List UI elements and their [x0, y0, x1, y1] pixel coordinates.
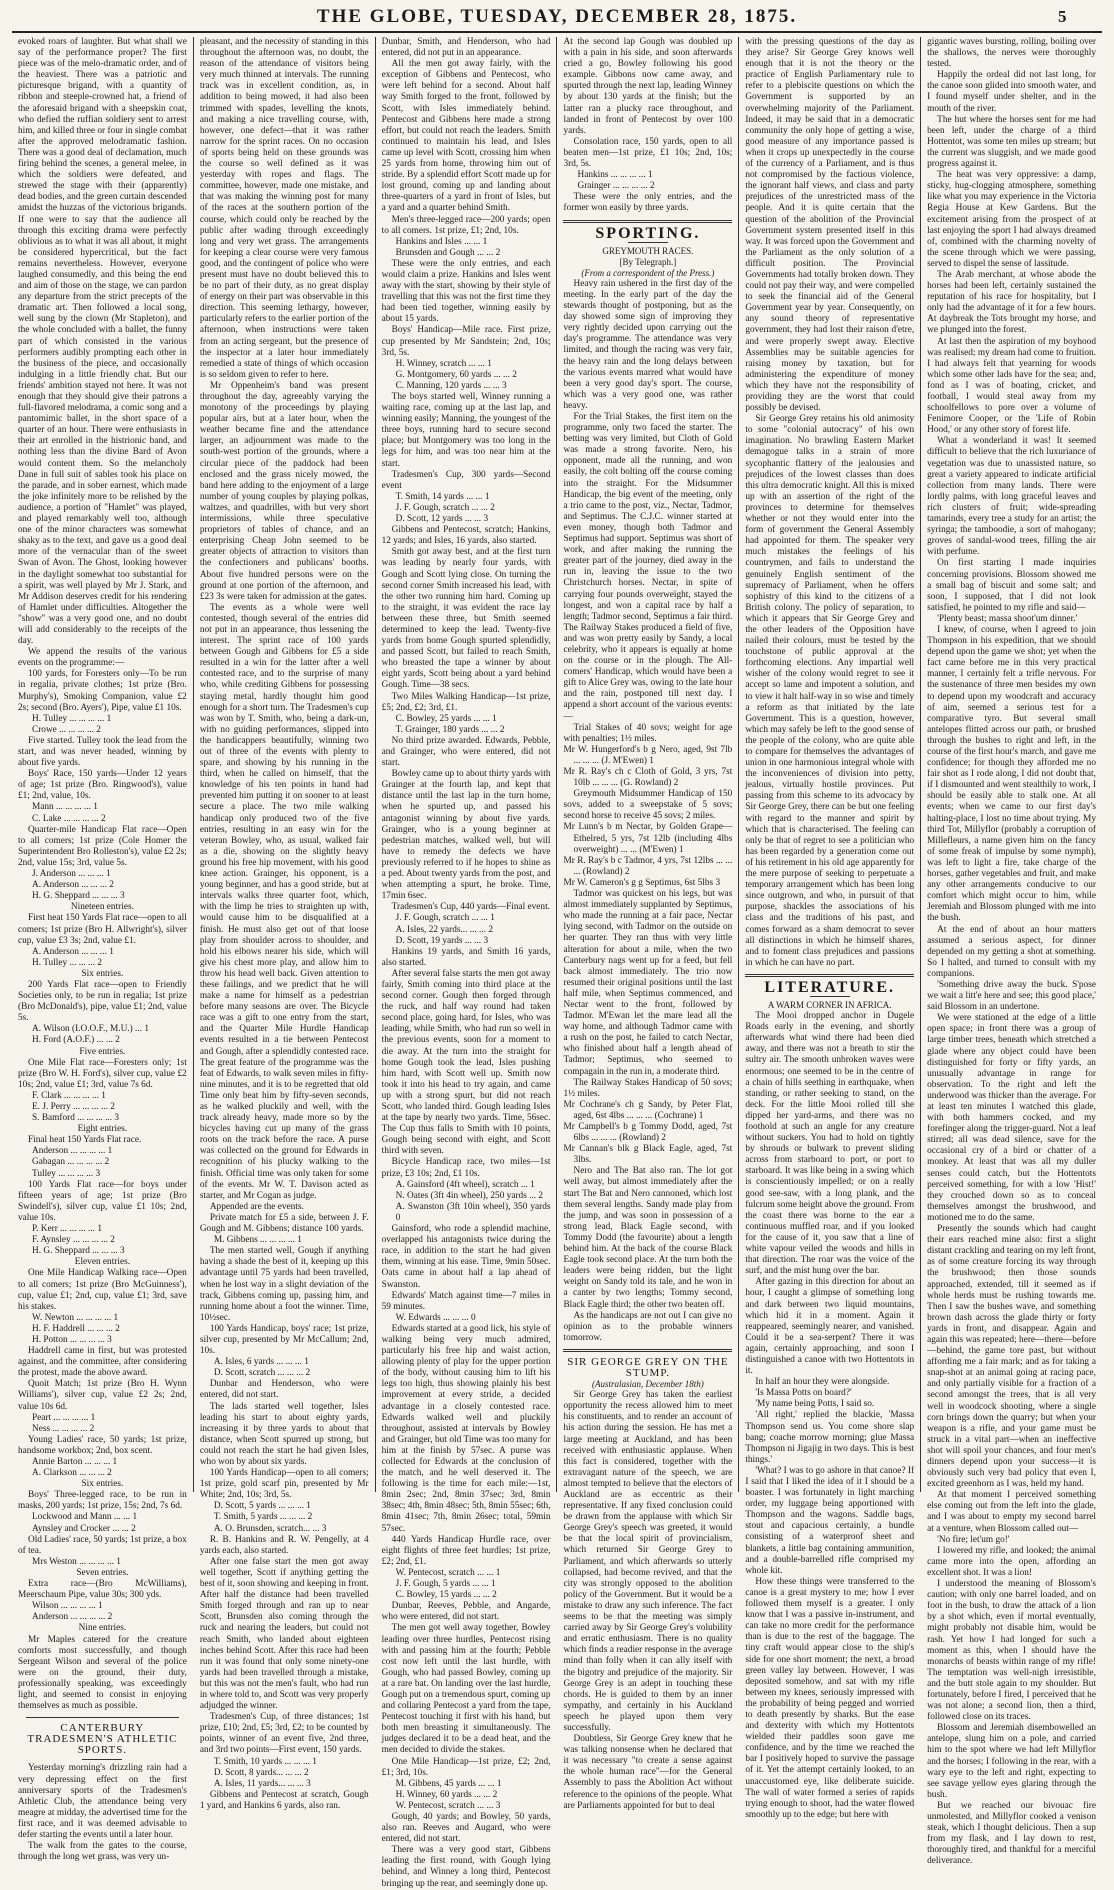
paragraph: 100 Yards Handicap, boys' race; 1st prize, silver cup, presented by Mr McCallum; 2nd, 10s.	[199, 1323, 369, 1357]
section-heading-literature: LITERATURE.	[764, 978, 896, 996]
result-line: H. Tulley ... ... ... ... 1	[32, 713, 112, 724]
result-line: Tulley ... ... ... ... 3	[32, 1168, 101, 1179]
result-line: Lockwood and Mann ... ... 1	[32, 1512, 138, 1523]
paragraph: First heat 150 Yards Flat race—open to all comers; 1st prize (Bro H. Allwright's), silver cup, value £3 3s; 2nd, value £1.	[18, 913, 187, 946]
paragraph: All the men got away fairly, with the exception of Gibbens and Pentecost, who were left behind for a second. About half way Smith forged to the front, followed by Scott, with Isles immediately behind. Pentecost and Gibbens here made a strong effort, but could not reach the leaders. Smith continued to maintain his lead, and Isles came up level with Scott, crossing him when 25 yards from home, throwing him out of stride. By a splendid effort Scott made up for lost ground, coming up and landing about three-quarters of a yard in front of Isles, but a yard and a quarter behind Smith.	[381, 59, 551, 214]
paragraph: Gough, 40 yards; and Bowley, 50 yards, also ran. Reeves and Augard, who were entered, did not start.	[381, 1812, 551, 1845]
result-line: T. Smith, 14 yards ... ... 1	[395, 491, 490, 502]
paragraph: At that moment I perceived something else coming out from the left into the glade, and I was about to empty my second barrel at a venture, when Blossom called out—	[927, 1490, 1096, 1534]
result-line: C. Bowley, 15 yards ... ... 2	[395, 1590, 497, 1601]
result-line: Mrs Weston ... ... ... ... 1	[32, 1556, 121, 1567]
heading-divider	[810, 996, 850, 997]
paragraph: Bowley came up to about thirty yards with Grainger at the fourth lap, and kept that distance until the last lap in the turn home, when he spurted up, and passed his antagonist winning by about five yards. Grainger, who is a young beginner at pedestrian matches, walked well, but will have to remedy the defects we have previously referred to if he hopes to shine as a ped. About twenty yards from the post, and when attempting a spurt, he broke. Time, 17min 6sec.	[381, 769, 551, 902]
result-line: J. F. Gough, scratch ... ... 1	[395, 913, 495, 924]
paragraph: Tadmor was quickest on his legs, but was almost immediately supplanted by Septimus, who made the running at a fair pace, Nectar lying second, with Tadmor on the outside on her quarter. They ran thus with very little alteration for about a mile, when the two Canterbury nags went up for a feed, but fell back almost immediately. The trio now resumed their original positions until the last half mile, when Septimus commenced, and Nectar went to the front, followed by Tadmor. M'Ewan let the mare lead all the way home, and although Tadmor came with a rush on the post, he failed to catch Nectar, who finished about half a length ahead of Tadmor; Septimus, who seemed to compagain in the run in, a moderate third.	[563, 889, 733, 1077]
paragraph: The walk from the gates to the course, through the long wet grass, was very un-	[18, 1841, 187, 1863]
paragraph: evoked roars of laughter. But what shall we say of the performance proper? The first piece was of the melo-dramatic order, and of the heaviest. There was a patriotic and picturesque brigand, with a quantity of ribbon and steeple-crowned hat, a friend of the aforesaid brigand with a sheepskin coat, who defied the ruffian soldiery sent to arrest him, and killed three or four in single combat after the approved melodramatic fashion. There was a good deal of declamation, much firing behind the scenes, a general melee, in which the soldiers were defeated, and strewed the stage with their (apparently) dead bodies, and the green curtain descended amidst the huzzas of the victorious brigands. If one were to say that the audience all through this exciting drama were perfectly oblivious as to what it was all about, it might be considered hypercritical, but the fact remains nevertheless. However, everyone laughed consumedly, and this being the end and aim of those on the stage, we can pardon any departure from the strict precepts of the dramatic art. Then followed a local song, well sung by the clown (Mr Stapleton), and the whole concluded with a ballet, the funny part of which consisted in the various performers audibly prompting each other in the business of the piece, and occasionally indulging in a little friendly chat. But our friends' ambition stayed not here. It was not enough that they should give their patrons a full-flavored melodrama, a comic song and a pantomimic ballet, in the short space of a quarter of an hour. There were enthusiasts in their art enrolled in the histrionic band, and nothing less than the divine Bard of Avon would content them. So the melancholy Dane in full suit of sables took his place on the parade, and in sober earnest, which made the joke infinitely more to be relished by the audience, a portion of "Hamlet" was played, and played remarkably well too, although one of the minor characters was somewhat shaky as to the text, and gave us a good deal more of the vernacular than of the sweet Swan of Avon. The Ghost, looking however in the daylight somewhat too substantial for a spirit, was well played by Mr J. Stark, and Mr Addison deserves credit for his rendering of Hamlet under difficulties. Altogether the "show" was a very good one, and no doubt will add considerably to the receipts of the day.	[18, 37, 187, 647]
paragraph: Gibbens and Pentecost, scratch; Hankins, 12 yards; and Isles, 16 yards, also started.	[381, 525, 551, 547]
race-entry: Mr Campbell's b g Tommy Dodd, aged, 7st 6lbs ... ... ... (Rowland) 2	[563, 1122, 733, 1144]
paragraph: 200 Yards Flat race—open to Friendly Societies only, to be run in regalia; 1st prize (Bro McDonald's), pipe, value £1; 2nd, value 5s.	[18, 979, 187, 1024]
paragraph: One Mile Handicap—1st prize, £2; 2nd, £1; 3rd, 10s.	[381, 1756, 551, 1778]
paragraph: I knew, of course, when I agreed to join Thompson in his expedition, that we should depend upon the game we shot; yet when the fact came before me in this very practical manner, I certainly felt a trifle nervous. For the sustenance of three men besides my own to depend upon my woodcraft and accuracy of aim, seemed a serious test for a comparative tyro. But several small antelopes flitted across our path, or brushed through the bushes to right and left, in the course of the first hour's march, and gave me confidence; for though they afforded me no fair shot as I rode along, I did not doubt that, if I dismounted and went stealthily to work, I should be easily able to stalk one. At all events; when we came to our first day's halting-place, I lost no time about trying. My third Tot, Millyflor (probably a corruption of Millefleurs, a name given him on the fancy of some freak of impulse by some nymph), was left to light a fire, take charge of the horses, gather vegetables and fruit, and make any other arrangements conducive to our comfort which might occur to him, while Jeremiah and Blossom plunged with me into the bush.	[927, 624, 1096, 924]
result-line: D. Scott, 5 yards ... ... ... 1	[213, 1501, 311, 1512]
result-line: J. Anderson ... ... ... 1	[32, 869, 111, 880]
paragraph: Presently the sounds which had caught their ears reached mine also: first a slight distant crackling and tearing on my left front, as of some creature forcing its way through the brushwood; then those sounds approached, extended, till it seemed as if whole herds must be rushing towards me. Then I saw the bushes wave, and something brown dash across the glade thirty or forty yards in front, and disappear. Again and again this was repeated; here—there—before—behind, the game tore past, but without affording me a fair mark; and as for taking a snap-shot at an animal going at racing pace, and only partially visible for a fraction of a second amongst the trees, that is all very well in woodcock shooting, where a single corn brings down the quarry; but when your weapon is a rifle, and your game must be struck in a vital part—when an ineffective shot will spoil your chances, and four men's dinners depend upon your success—it is obviously such very bad policy that even I, excited greenhorn as I was, held my hand.	[927, 1224, 1096, 1490]
result-line: T. Smith, 10 yards ... ... ... 1	[213, 1756, 317, 1767]
paragraph: 'Something drive away the buck. S'pose we wait a litt'e here and see; this good place,' said Blossom in an undertone.	[927, 979, 1096, 1013]
paragraph: 'No fire; let'um go!'	[937, 1534, 1010, 1545]
result-line: Annie Barton ... ... ... 1	[32, 1457, 118, 1467]
result-line: Hankins ... ... ... ... 1	[577, 170, 653, 181]
result-line: N. Oates (3ft 4in wheel), 250 yards ... 2	[395, 1190, 544, 1201]
paragraph: Blossom and Jeremiah disembowelled an antelope, slung him on a pole, and carried him to the spot where we had left Millyflor and the horses; I following in the rear, with a wary eye to the left and right, expecting to see savage yellow eyes glaring through the bush.	[927, 1723, 1096, 1800]
paragraph: The Railway Stakes Handicap of 50 sovs; 1½ miles.	[563, 1077, 733, 1099]
paragraph: After gazing in this direction for about an hour, I caught a glimpse of something long and dark between two liquid mountains, which hid it in a moment. Again it reappeared, seemingly nearer, and vanished. Could it be a sea-serpent? There it was again, certainly approaching, and soon I distinguished a canoe with two Hottentots in it.	[745, 1277, 915, 1377]
result-line: A. Anderson ... ... ... 1	[32, 946, 114, 957]
result-line: Peart ... ... ... ... 1	[32, 1412, 96, 1423]
result-line: Gabagan ... ... ... ... 2	[32, 1157, 110, 1168]
paragraph: Gibbens and Pentecost at scratch, Gough 1 yard, and Hankins 6 yards, also ran.	[199, 1789, 369, 1811]
paragraph: No third prize awarded. Edwards, Pebble, and Grainger, who were entered, did not start.	[381, 735, 551, 769]
entries-count: Six entries.	[81, 968, 124, 979]
result-line: Grainger ... ... ... ... 2	[577, 181, 655, 192]
paragraph: I understood the meaning of Blossom's caution; with only one barrel loaded, and on foot in the bush, to draw the attack of a lion by a shot which, even if mortal eventually, might probably not disable him, would be rash. Yet how I had longed for such a moment as this, when I should have the monarchs of beasts within range of my rifle! The temptation was well-nigh irresistible, and the butt stole again to my shoulder. But fortunately, before I fired, I perceived that he was not alone; a second lion, then a third, followed close on its traces.	[927, 1579, 1096, 1723]
result-line: T. Smith, 5 yards ... ... ... 2	[213, 1512, 313, 1523]
paragraph: We append the results of the various events on the programme:—	[18, 647, 187, 669]
paragraph: with the pressing questions of the day as they arise? Sir George Grey knows well enough that it is not the theory or the practice of English Parliamentary rule to refer to a plebiscite questions on which the Government is supported by an overwhelming majority of the Parliament. Indeed, it may be said that in a democratic community the only hope of getting a wise, good measure of any importance passed is when it crops up unexpectedly in the course of the currency of a Parliament, and is thus not compromised by the factious violence, the ignorant half views, and class and party prejudices of the unrestricted mass of the people. And it is quite certain that the question of the abolition of the Provincial Government system presented itself in this way. It was forced upon the Government and the Parliament as the only solution of a difficult position. The Provincial Governments had totally broken down. They could not pay their way, and were compelled to seek the financial aid of the General Government year by year. Consequently, on any sound theory of representative government, they had lost their raison d'etre, and were properly swept away. Elective Assemblies may be suitable agencies for raising money by taxation, but for administering the expenditure of money which they have not the responsibility of providing they are the worst that could possibly be devised.	[745, 37, 915, 414]
entries-count: Seven entries.	[76, 1567, 129, 1578]
page-number: 5	[1058, 7, 1067, 26]
byline: (From a correspondent of the Press.)	[581, 267, 715, 278]
paragraph: 'Is Massa Potts on board?'	[755, 1388, 852, 1399]
paragraph: At last then the aspiration of my boyhood was realised; my dream had come to fruition. I had always felt that yearning for woods which some other lads have for the sea; and, fond as I was of boating, cricket, and football, I would steal away from my schoolfellows to pore over a volume of Fenimore Cooper, or the 'Life of Robin Hood,' or any other story of forest life.	[927, 336, 1096, 436]
result-line: J. F. Gough, 5 yards ... ... 1	[395, 1579, 496, 1590]
paragraph: Two Miles Walking Handicap—1st prize, £5; 2nd, £2; 3rd, £1.	[381, 691, 551, 713]
result-line: D. Scott, 12 yards ... ... 3	[395, 514, 489, 525]
paragraph: Sir George Grey retains his old animosity to some "colonial autocracy" of his own imagination. No brawling Eastern Market demagogue talks in a strain of more sycophantic flattery of the jealousies and prejudices of the lowest classes than does this ultra democratic knight. All this is mixed up with an assertion of the right of the provinces to determine for themselves whether or not they would enter into the form of government the General Assembly had appointed for them. The speaker very much mistakes the feelings of his countrymen, and fails to understand the genuinely English sentiment of the supremacy of Parliament, when he offers sophistry of this kind to the citizens of a British colony. The policy of separation, to which it appears that Sir George Grey and the other leaders of the Opposition have nailed their colours, must be tested by the touchstone of public approval at the forthcoming elections. Any impartial well wisher of the colony would regret to see it accept so lame and impotent a solution, and to view it halt half-way in so wise and timely a reform as that initiated by the late Government. This is a question, however, which may safely be left to the good sense of the people of the colony, who are quite able to compare for themselves the advantages of union in one harmonious integral whole with the inconveniences of division into petty, jealous, virtually hostile provinces. Put passing from this scheme to its advocacy by Sir George Grey, there can be but one feeling with regard to the manner and spirit by which that is characterised. The feeling can only be that of regret to see a politician who has been regarded by a generation come out of his retirement in his old age apparently for the mere purpose of seeking to perpetuate a temporary arrangement which has been long since outgrown, and who, in pursuit of that purpose, shackles the associations of his class and the traditions of his past, and comes forward as a sham democrat to sever all distinctions in which he himself shares, and to foment class prejudices and passions in which he can have no part.	[745, 414, 915, 968]
paragraph: At the second lap Gough was doubled up with a pain in his side, and soon afterwards cried a go, Bowley following his good example. Gibbons now came away, and spurted through the next lap, leading Winney by about 130 yards at the finish; but the latter ran a plucky race throughout, and landed in front of Pentecost by over 100 yards.	[563, 37, 733, 136]
result-line: Mann ... ... ... ... 1	[32, 802, 98, 813]
paragraph: Doubtless, Sir George Grey knew that he was talking nonsense when he declared that it was necessary "to create a sense against the whole human race"—for the General Assembly to pass the Abolition Act without reference to the opinions of the people. What are Parliaments appointed for but to deal	[563, 1734, 733, 1811]
paragraph: Yesterday morning's drizzling rain had a very depressing effect on the first anniversary sports of the Tradesmen's Athletic Club, the attendance being very meagre at midday, the advertised time for the first race, and it was deemed advisable to defer starting the events until a later hour.	[18, 1763, 187, 1840]
paragraph: Hankins 19 yards, and Smith 16 yards, also started.	[381, 946, 551, 968]
column-5	[738, 37, 920, 1820]
result-line: H. G. Sheppard ... ... ... 3	[32, 1246, 125, 1257]
section-divider	[745, 974, 914, 977]
result-line: H. Winney, 60 yards ... ... 2	[395, 1789, 498, 1800]
result-line: W. Edwards ... ... ... 0	[395, 1312, 476, 1323]
race-entry: Mr W. Hungerford's b g Nero, aged, 9st 7lb ... ... ... (J. M'Ewen) 1	[563, 744, 733, 766]
paragraph: Appended are the events.	[209, 1201, 304, 1212]
masthead	[12, 6, 1102, 33]
result-line: G. Montgomery, 60 yards ... ... 2	[395, 369, 517, 380]
paragraph: The boys started well, Winney running a waiting race, coming up at the last lap, and winning easily; Manning, the youngest of the three boys, running hard to secure second place; but Montgomery was too long in the legs for him, and was too near him at the start.	[381, 392, 551, 469]
paragraph: In half an hour they were alongside.	[755, 1377, 890, 1388]
heading-divider	[628, 242, 668, 243]
paragraph: Mr Maples catered for the creature comforts most successfully, and though Sergeant Wilson and several of the police were on the ground, their duty, professionally speaking, was exceedingly light, and seemed to consist in enjoying themselves as much as possible.	[18, 1634, 187, 1712]
paragraph: At the end of about an hour matters assumed a serious aspect, for dinner depended on my getting a shot at something. So I halted, and turned to consult with my companions.	[927, 924, 1096, 979]
paragraph: Quarter-mile Handicap Flat race—Open to all comers; 1st prize (Cole Homer the Superintendent Bro Rolleston's), value £2 2s; 2nd, value 15s; 3rd, value 5s.	[18, 824, 187, 868]
paragraph: Boys' Three-legged race, to be run in masks, 200 yards; 1st prize, 15s; 2nd, 7s 6d.	[18, 1490, 187, 1512]
race-entry: Mr Cannan's blk g Black Eagle, aged, 7st 3lbs.	[563, 1144, 733, 1166]
paragraph: The heat was very oppressive: a damp, sticky, hug-clogging atmosphere, something like what you may experience in the Victoria Regia House at Kew Gardens. But the excitement arising from the prospect of at last enjoying the sport I had always dreamed of, combined with the charming novelty of the scene through which we were passing, served to dispel the sense of lassitude.	[927, 170, 1096, 269]
result-line: M. Gibbens, 45 yards ... ... 1	[395, 1778, 502, 1789]
paragraph: But we reached our bivouac fire unmolested, and Millyflor cooked a venison steak, which I thought delicious. Then a sup from my flask, and I lay down to rest, thoroughly tired, and thankful for a merciful deliverance.	[927, 1800, 1096, 1867]
paragraph: Nero and The Bat also ran. The lot got well away, but almost immediately after the start The Bat and Nero cannoned, which lost them several lengths. Sandy made play from the jump, and was soon in possession of a strong lead, Black Eagle second, with Tommy Dodd (the favourite) about a length behind him. At the back of the course Black Eagle took second place. At the turn both the leaders were being ridden, but the light weight on Sandy told its tale, and he won in a canter by two lengths; Tommy second, Black Eagle third; the other two beaten off.	[563, 1166, 733, 1310]
section-divider	[26, 1717, 179, 1718]
result-line: H. F. Haddrell ... ... ... 2	[32, 1323, 120, 1334]
column-1	[12, 37, 193, 1863]
paragraph: gigantic waves bursting, rolling, boiling over the shallows, the nerves were thoroughly tested.	[927, 37, 1096, 70]
paragraph: Private match for £5 a side, between J. F. Gough and M. Gibbens; distance 100 yards.	[199, 1212, 369, 1235]
paragraph: The men started well, Gough if anything having a shade the best of it, keeping up this advantage until 75 yards had been travelled, when he lost way in a slight deviation of the track, Gibbens coming up, passing him, and running home about a foot the winner. Time, 10½sec.	[199, 1246, 369, 1323]
paragraph: These were the only entries, and the former won easily by three yards.	[563, 192, 733, 214]
article-heading: A WARM CORNER IN AFRICA.	[767, 999, 892, 1010]
paragraph: How these things were transferred to the canoe is a great mystery to me; how I ever followed them myself is a greater. I only know that I was a passive in-instrument, and can take no more credit for the performance than is due to the rest of the baggage. The tiny craft would appear close to the ship's side for one short moment; the next, a broad green valley lay between. However, I was deposited somehow, and sat with my rifle between my knees, seriously impressed with the probability of being pegged and worried to death presently by sharks. But the ease and dexterity with which my Hottentots wielded their paddles soon gave me confidence, and by the time we reached the bar I positively hoped to survive the passage of it. Yet the attempt certainly looked, to an unaccustomed eye, like deliberate suicide. The wall of water formed a series of rapids trying enough to shoot, had the water flowed smoothly up to the edge; but here with	[745, 1576, 915, 1820]
section-divider	[563, 1349, 732, 1352]
paragraph: Trial Stakes of 40 sovs; weight for age with penalties; 1½ miles.	[563, 722, 733, 744]
paragraph: Mr Oppenheim's band was present throughout the day, agreeably varying the monotony of the proceedings by playing popular airs, but at a later hour, when the weather became fine and the attendance larger, an adjournment was made to the south-west portion of the grounds, where a circular piece of the paddock had been enclosed and the grass nicely mowed, the band here adding to the enjoyment of a large number of young couples by playing polkas, waltzes, and quadrilles, with but very short intermissions, while three speculative proprietors of tables of chance, and an enterprising Cheap John seemed to be greater objects of attraction to visitors than the confectioners and publicans' booths. About five hundred persons were on the ground at one portion of the afternoon, and £23 3s were taken for admission at the gates.	[199, 380, 369, 602]
result-line: D. Scott, scratch ... ... ... 2	[213, 1368, 311, 1379]
result-line: A. Isles, 11 yards... ... ... 3	[213, 1778, 311, 1789]
result-line: W. Pentecost, scratch ... ... 3	[395, 1800, 501, 1811]
result-line: C. Lake ... ... ... ... 2	[32, 813, 106, 824]
paragraph: Gainsford, who rode a splendid machine, overlapped his antagonists twice during the race, in addition to the start he had given them, winning at his ease. Time, 9min 50sec. Oats came in about half a lap ahead of Swanston.	[381, 1224, 551, 1290]
paragraph: Consolation race, 150 yards, open to all beaten men—1st prize, £1 10s; 2nd, 10s; 3rd, 5s.	[563, 136, 733, 170]
paragraph: For the Trial Stakes, the first item on the programme, only two faced the starter. The betting was very limited, but Cloth of Gold was made a strong favorite. Nero, his opponent, made all the running, and won easily, the colt bolting off the course coming into the straight. For the Midsummer Handicap, the big event of the meeting, only a trio came to the post, viz., Nectar, Tadmor, and Septimus. The C.J.C. winner started at even money, though both Tadmor and Septimus had support. Septimus was short of work, and after making the running the greater part of the journey, died away in the run in, leaving the issue to the two Christchurch horses. Nectar, in spite of carrying four pounds overweight, stayed the longest, and won a capital race by half a length; Tadmor second, Septimus a fair third. The Railway Stakes produced a field of five, and was won pretty easily by Sandy, a local celebrity, who it appears is equally at home on the course or in the plough. The All-comers' Handicap, which would have been a gift to Alice Grey was, owing to the late hour and the rain, postponed till next day. I append a short account of the various events:—	[563, 412, 733, 722]
paragraph: After several false starts the men got away fairly, Smith coming into third place at the second corner. Gough then forged through the ruck, and half way round had taken second place, going hard, for Isles, who was leading, while Smith, who had run so well in the previous events, soon for a moment to die away. At the turn into the straight for home Gough took the lead, Isles pushing him hard, with Scott well up. Smith now took it into his head to try again, and came up with a strong spurt, but did not reach Scott, who landed third. Gough leading Isles at the tape by nearly two yards. Time, 56sec. The Cup thus falls to Smith with 10 points, Gough being second with eight, and Scott third with seven.	[381, 968, 551, 1157]
result-line: A. Isles, 22 yards... ... ... 2	[395, 924, 494, 935]
paragraph: 440 Yards Handicap Hurdle race, over eight flights of three feet hurdles; 1st prize, £2; 2nd, £1.	[381, 1534, 551, 1567]
race-entry: Mr W. Cameron's g g Septimus, 6st 5lbs 3	[563, 877, 721, 888]
entries-count: Eight entries.	[77, 1124, 128, 1135]
paragraph: Tradesmen's Cup, of three distances; 1st prize, £10; 2nd, £5; 3rd, £2; to be counted by points, winner of an event five, 2nd three, and 3rd two points—First event, 150 yards.	[199, 1712, 369, 1756]
paragraph: Happily the ordeal did not last long, for the canoe soon glided into smooth water, and I found myself under shelter, and in the mouth of the river.	[927, 70, 1096, 114]
paragraph: The lads started well together, Isles leading his start to about eighty yards, increasing it by three yards to about that distance, when Scott spurred up strong, but could not reach the start he had given Isles, who won by about six yards.	[199, 1401, 369, 1467]
paragraph: Quoit Match; 1st prize (Bro H. Wynn Williams'), silver cup, value £2 2s; 2nd, value 10s 6d.	[18, 1379, 187, 1412]
result-line: A. Swanston (3ft 10in wheel), 350 yards 0	[395, 1201, 551, 1223]
result-line: S. Bamford ... ... ... ... 3	[32, 1113, 120, 1124]
result-line: A. Clarkson ... ... ... 2	[32, 1468, 112, 1479]
result-line: H. Potton ... ... ... ... 3	[32, 1334, 112, 1345]
entries-count: Five entries.	[79, 1046, 126, 1057]
paragraph: Extra race—(Bro McWilliams), Meerschaum Pipe, value 30s; 300 yds.	[18, 1579, 187, 1601]
source-line: (Australasian, December 18th)	[592, 1379, 704, 1390]
result-line: Crowe ... ... ... ... 2	[32, 724, 101, 735]
result-line: Brunsden and Gough ... ... 2	[395, 247, 501, 258]
result-line: Hankins and Isles ... ... 1	[395, 236, 488, 247]
paragraph: The events as a whole were well contested, though several of the entries did not put in an appearance, thus lessening the interest. The sprint race of 100 yards between Gough and Gibbens for £5 a side resulted in a win for the latter after a well contested race, and to the surprise of many who, while crediting Gibbens for possessing staying metal, hardly thought him good enough for a short turn. The Tradesmen's cup was won by T. Smith, who, being a dark-un, with no guiding performances, slipped into the handicappers beautifully, winning two out of three of the events with plenty to spare, and showing by his running in the third, when he called on himself, that the knowledge of his ten points in hand had prevented him putting it on sooner to at least secure a place. The two mile walking handicap only produced two of the five entries, resulting in an easy win for the veteran Bowley, who, as usual, walked fair as a die, showing on the slightly heavy ground his free hip movement, with his good knee action. Grainger, his opponent, is a young beginner, and has a good stride, but at intervals walks three quarter foot, which, with the limp he tries to straighten up with, would cause him to be disqualified at a finish. He must also get out of that loose play from shoulder across to shoulder, and hold his elbows nearer his side, which will give his chest more play, and allow him to throw his head well back. Given attention to these failings, and we predict that he will make a name for himself as a pedestrian before many seasons are over. The Bicycle race was a gift to one entry from the start, and the Quarter Mile Hurdle Handicap events resulted in a tie between Pentecost and Gough, after a splendidly contested race. The great feature of the programme was the feat of Edwards, to walk seven miles in fifty-nine minutes, and it is to be regretted that old Time only beat him by fifty-seven seconds, as he walked pluckily and well, with the track already heavy, made more so by the bicycles having cut up many of the grass roots on the track before the race. A purse was collected on the ground for Edwards in recognition of his plucky walking to the finish. Official time was only taken for some of the events. Mr W. T. Davison acted as starter, and Mr Cogan as judge.	[199, 602, 369, 1201]
column-4	[556, 37, 738, 1811]
race-entry: Mr Cochrane's ch g Sandy, by Peter Flat, aged, 6st 4lbs ... ... ... (Cochrane) 1	[563, 1099, 733, 1121]
paragraph: I lowered my rifle, and looked; the animal came more into the open, affording an excellent shot. It was a lion!	[927, 1545, 1096, 1578]
paragraph: These were the only entries, and each would claim a prize. Hankins and Isles went away with the start, showing by their style of travelling that this was not the first time they had been tied together, winning easily by about 15 yards.	[381, 258, 551, 325]
section-divider	[563, 220, 732, 223]
result-line: P. Kerr ... ... ... ... 1	[32, 1224, 102, 1235]
paragraph: Bicycle Handicap race, two miles—1st prize, £3 10s; 2nd, £1 10s.	[381, 1157, 551, 1179]
paragraph: 'Plenty beast; massa shoot'um dinner.'	[937, 613, 1078, 624]
paragraph: Dunbar and Henderson, who were entered, did not start.	[199, 1379, 369, 1401]
paragraph: Final heat 150 Yards Flat race.	[28, 1135, 142, 1146]
columns	[12, 37, 1102, 1889]
result-line: Anderson ... ... ... ... 2	[32, 1612, 113, 1623]
paragraph: One Mile Handicap Walking race—Open to all comers; 1st prize (Bro McGuinness'), cup, value £1; 2nd, cup, value £1; 3rd, save his stakes.	[18, 1268, 187, 1312]
paragraph: 100 yards, for Foresters only—To be run in regalia, private clothes; 1st prize (Bro. Murphy's), Smoking Companion, value £2 2s; second (Bro. Ayers'), Pipe, value £1 10s.	[18, 669, 187, 713]
section-heading-sporting: SPORTING.	[595, 224, 701, 242]
column-2	[193, 37, 375, 1811]
entries-count: Nineteen entries.	[70, 902, 134, 913]
entries-count: Six entries.	[81, 1479, 124, 1490]
result-line: H. Winney, scratch ... ... 1	[395, 358, 492, 369]
paragraph: 'All right,' replied the blackie, 'Massa Thompson send us. You come shore slap bang; coache morrow morning; glue Massa Thompson ni Jigajig in two days. This is best things.'	[745, 1410, 915, 1465]
result-line: W. Pentecost, scratch ... ... 1	[395, 1567, 501, 1578]
result-line: Ness ... ... ... ... 2	[32, 1423, 95, 1434]
result-line: T. Grainger, 180 yards ... ... 2	[395, 724, 505, 735]
paragraph: After one false start the men got away well together, Scott if anything getting the best of it, soon showing and keeping in front. After half the distance had been travelled Smith forged through and ran up to near Scott, Brunsden also coming through the ruck and nearing the leaders, but could not reach Smith, who landed about eighteen inches behind Scott. After this race had been run it was found that only some ninety-one yards had been travelled through a mistake, but this was not the men's fault, who had run in where told to, and Scott was very properly adjudged the winner.	[199, 1556, 369, 1712]
result-line: Wilson ... ... ... ... 1	[32, 1601, 103, 1612]
result-line: F. Clark ... ... ... ... 1	[32, 1090, 106, 1101]
article-heading: GREYMOUTH RACES.	[602, 245, 694, 256]
result-line: A. Wilson (I.O.O.F., M.U.) ... 1	[32, 1024, 149, 1035]
paragraph: There was a very good start, Gibbens leading the first round, with Gough lying behind, and Winney a long third, Pentecost bringing up the rear, and seemingly done up.	[381, 1845, 551, 1889]
paragraph: The hut where the horses sent for me had been left, under the charge of a third Hottentot, was some ten miles up stream; but the current was sluggish, and we made good progress against it.	[927, 114, 1096, 170]
paragraph: 'What? I was to go ashore in that canoe? If I said that I liked the idea of it I should be a boaster. I was fortunately in light marching order, my luggage being apportioned with Thompson and the wagons. Saddle bags, stout and capacious certainly, a bundle consisting of a waterproof sheet and blankets, a little bag containing ammunition, and a double-barrelled rifle comprised my whole kit.	[745, 1465, 915, 1576]
result-line: A. Isles, 6 yards ... ... ... 1	[213, 1357, 309, 1368]
race-entry: Mr Lunn's b m Nectar, by Golden Grape—Ethelred, 5 yrs, 7st 12lb (including 4lbs overweight) ... ... (M'Ewen) 1	[563, 822, 733, 855]
paragraph: The Arab merchant, at whose abode the horses had been left, certainly sustained the reputation of his race for hospitality, but I only had the advantage of it for a few hours. At daybreak the Tots brought my horse, and we plunged into the forest.	[927, 269, 1096, 336]
paragraph: Boys' Race, 150 yards—Under 12 years of age; 1st prize (Bro. Ringwood's), value £1; 2nd, value, 10s.	[18, 769, 187, 802]
column-6	[920, 37, 1102, 1867]
result-line: W. Newton ... ... ... ... 1	[32, 1312, 119, 1323]
entries-count: Nine entries.	[78, 1623, 127, 1634]
paragraph: pleasant, and the necessity of standing in this throughout the afternoon was, no doubt, the reason of the attendance of visitors being very much thinned at intervals. The running track was in excellent condition, as, in addition to being mowed, it had also been trimmed with spades, levelling the knots, and making a nice travelling course, with, however, one defect—that it was rather narrow for the sprint races. On no occasion of sports being held on these grounds was the course so well defined as it was yesterday with ropes and flags. The committee, however, made one mistake, and that was making the winning post for many of the races at the southern portion of the course, which could only be reached by the public after wading through exceedingly long and very wet grass. The arrangements for keeping a clear course were very famous good, and the contingent of police who were present must have no doubt believed this to be no part of their duty, as no great display of energy on their part was observable in this direction. This seeming lethargy, however, particularly refers to the earlier portion of the afternoon, when instructions were taken from an acting sergeant, but the presence of the inspector at a later hour immediately remedied a state of things of which occasion is so seldom given to refer to here.	[199, 37, 369, 380]
paragraph: Edwards started at a good lick, his style of walking being very much admired, particularly his free hip and waist action, allowing plenty of play for the upper portion of the body, without causing him to lift his legs too high, thus showing plainly his best improvement at every stride, a decided advantage in a closely contested race. Edwards walked well and pluckily throughout, assisted at intervals by Bowley and Grainger, but old Time was too many for him at the finish by 57sec. A purse was collected for Edwards at the conclusion of the match, and he well deserved it. The following is the time for each mile:—1st, 8min 2sec; 2nd, 8min 37sec; 3rd, 8min 38sec; 4th, 8min 48sec; 5th, 8min 55sec; 6th, 8min 41sec; 7th, 8min 26sec; total, 59min 57sec.	[381, 1323, 551, 1534]
paragraph: Tradesmen's Cup, 300 yards—Second event	[381, 469, 551, 491]
result-line: H. Ford (A.O.F.) ... ... 2	[32, 1035, 120, 1046]
paragraph: 100 Yards Handicap—open to all comers; 1st prize, gold scarf pin, presented by Mr White; 2nd, 10s; 3rd, 5s.	[199, 1468, 369, 1501]
paragraph: Young Ladies' race, 50 yards; 1st prize, handsome workbox; 2nd, box scent.	[18, 1434, 187, 1456]
paragraph: The men got well away together, Bowley leading over three hurdles, Pentecost rising with and passing him at the fourth; Pebble cost now left until the last hurdle, with Gough, who had passed Bowley, coming up at a rare bat. On landing over the last hurdle, Gough put on a tremendous spurt, coming up and collaring Pentecost a yard from the tape, Pentecost touching it first with his hand, but both men breasting it simultaneously. The judges declared it to be a dead heat, and the men decided to divide the stakes.	[381, 1623, 551, 1756]
race-entry: Mr R. Ray's b c Tadmor, 4 yrs, 7st 12lbs ... ... ... (Rowland) 2	[563, 855, 733, 877]
result-line: H. Tulley ... ... ... 2	[32, 957, 102, 968]
paragraph: Smith got away best, and at the first turn was leading by nearly four yards, with Gough and Scott lying close. On turning the second corner Smith increased his lead, with the other two running him hard. Coming up to the straight, it was evident the race lay between these three, but Smith seemed determined to keep the lead. Twenty-five yards from home Gough spurted splendidly, and passed Scott, but failed to reach Smith, who breasted the tape a winner by about eight yards, Scott being about a yard behind Gough. Time—38 secs.	[381, 547, 551, 691]
paragraph: What a wonderland it was! It seemed difficult to believe that the rich luxuriance of vegetation was due to unassisted nature, so great a variety appeared to indicate artificial collection from many lands. There were lordly palms, with long graceful leaves and rich clusters of fruit; wide-spreading tamarinds, every tree a study for an artist; the syringa; the tamboodie, a sort of mahogany; groves of sandal-wood trees, filling the air with perfume.	[927, 436, 1096, 558]
dateline: [By Telegraph.]	[619, 256, 677, 267]
paragraph: R. B. Hankins and R. W. Pengelly, at 4 yards each, also started.	[199, 1534, 369, 1556]
paragraph: Sir George Grey has taken the earliest opportunity the recess allowed him to meet his constituents, and to render an account of his action during the session. He has met a large meeting at Auckland, and has been received with enthusiastic applause. When this fact is considered, together with the extravagant nature of the speech, we are almost tempted to believe that the electors of Auckland are as eccentric as their representative. If any fixed conclusion could be drawn from the applause with which Sir George Grey's speech was greeted, it would be that the local spirit of provincialism, which returned Sir George Grey to Parliament, and which afterwards so utterly collapsed, had become revived, and that the city was strongly opposed to the abolition policy of the Government. But it would be a mistake to draw any such inference. The fact seems to be that the meeting was simply carried away by Sir George Grey's volubility and erratic enthusiasm. There is no quality which finds a readier response in the average mind than folly when it can ally itself with the bigotry and prejudice of the majority. Sir George Grey is an adept in touching these chords. He is guided to them by an inner sympathy, and certainly in his Auckland speech he played upon them very successfully.	[563, 1390, 733, 1733]
result-line: A. O. Brunsden, scratch... ... 3	[213, 1523, 327, 1534]
paragraph: Dunbar, Smith, and Henderson, who had entered, did not put in an appearance.	[381, 37, 551, 59]
result-line: A. Anderson ... ... ... 2	[32, 880, 114, 891]
paragraph: Greymouth Midsummer Handicap of 150 sovs, added to a sweepstake of 5 sovs; second horse to receive 45 sovs; 2 miles.	[563, 789, 733, 822]
paragraph: On first starting I made inquiries concerning provisions. Blossom showed me a small bag of biscuit and some salt; and soon, I supposed, that I did not look satisfied, he pointed to my rifle and said—	[927, 558, 1096, 613]
heading-divider	[82, 1759, 122, 1760]
paragraph: As the handicaps are not out I can give no opinion as to the probable winners tomorrow.	[563, 1310, 733, 1343]
paragraph: 100 Yards Flat race—for boys under fifteen years of age; 1st prize (Bro Swindell's), silver cup, value £1 10s; 2nd, value 10s.	[18, 1179, 187, 1223]
result-line: D. Scott, 8 yards... ... ... 2	[213, 1767, 309, 1778]
result-line: H. G. Sheppard ... ... ... 3	[32, 891, 125, 902]
result-line: D. Scott, 19 yards ... ... 3	[395, 935, 489, 946]
paragraph: Dunbar, Reeves, Pebble, and Angarde, who were entered, did not start.	[381, 1601, 551, 1623]
paragraph: Five started. Tulley took the lead from the start, and was never headed, winning by about five yards.	[18, 735, 187, 769]
result-line: M. Gibbens ... ... ... ... 1	[213, 1235, 302, 1246]
article-heading: SIR GEORGE GREY ON THE STUMP.	[567, 1355, 729, 1379]
column-3	[375, 37, 557, 1889]
entries-count: Eleven entries.	[74, 1257, 131, 1268]
masthead-title: THE GLOBE, TUESDAY, DECEMBER 28, 1875.	[316, 6, 798, 27]
result-line: J. F. Gough, scratch ... ... 2	[395, 502, 495, 513]
result-line: A. Gainsford (4ft wheel), scratch ... 1	[395, 1179, 535, 1190]
result-line: C. Bowley, 25 yards ... ... 1	[395, 713, 497, 724]
paragraph: Tradesmen's Cup, 440 yards—Final event.	[391, 902, 550, 913]
result-line: C. Manning, 120 yards ... ... 3	[395, 380, 507, 391]
paragraph: Haddrell came in first, but was protested against, and the committee, after considering the protest, made the above award.	[18, 1346, 187, 1379]
paragraph: 'My name being Potts, I said so.	[755, 1399, 875, 1410]
race-entry: Mr R. Ray's ch c Cloth of Gold, 3 yrs, 7st 10lb ... ... ... (G. Rowland) 2	[563, 767, 733, 789]
result-line: E. J. Perry ... ... ... ... 2	[32, 1102, 115, 1112]
result-line: F. Aynsley ... ... ... ... 2	[32, 1235, 115, 1246]
paragraph: Men's three-legged race—200 yards; open to all comers. 1st prize, £1; 2nd, 10s.	[381, 214, 551, 236]
result-line: Anderson ... ... ... ... 1	[32, 1146, 113, 1157]
paragraph: Boys' Handicap—Mile race. First prize, cup presented by Mr Sandstein; 2nd, 10s; 3rd, 5s.	[381, 325, 551, 358]
paragraph: One Mile Flat race—Foresters only; 1st prize (Bro W. H. Ford's), silver cup, value £2 10s; 2nd, value £1; 3rd, value 7s 6d.	[18, 1057, 187, 1090]
article-heading: CANTERBURY TRADESMEN'S ATHLETIC SPORTS.	[27, 1722, 178, 1757]
paragraph: We were stationed at the edge of a little open space; in front there was a group of large timber trees, beneath which stretched a glade where any object could have been distinguished for forty or fifty yards, an unusually advantage in range for observation. To the right and left the underwood was thicker than the average. For at least ten minutes I watched this glade, with both hammers cocked, and my forefinger along the trigger-guard. Not a leaf stirred; all was dead silence, save for the occasional cry of a bird or chatter of a monkey. At least that was all my duller senses could catch, but the Hottentots perceived something, for with a low 'Hist!' they crouched down so as to conceal themselves amongst the brushwood, and motioned me to do the same.	[927, 1013, 1096, 1223]
paragraph: The Mooi dropped anchor in Dugele Roads early in the evening, and shortly afterwards what wind there had been died away, and there was not a breath to stir the sultry air. The smooth unbroken waves were enormous; one seemed to be in the centre of a chain of hills seething in earthquake, when standing, or rather seeking to stand, on the deck. For the little Mooi rolled till she dipped her yard-arms, and there was no foothold at such an angle for any creature without suckers. You had to hold on tightly by shrouds or bulwark to prevent sliding across from starboard to port, or port to starboard. It was like being in a swing which is conscientiously impelled; or on a really good see-saw, with a long plank, and the fulcrum some height above the ground. From the coast there was borne to the ear a continuous muffled roar, and if you looked for the cause of it, you saw that a line of white vapour veiled the woods and hills in that direction. The roar was the voice of the surf, and the mist hung over the bar.	[745, 1011, 915, 1277]
paragraph: Edwards' Match against time—7 miles in 59 minutes.	[381, 1290, 551, 1312]
paragraph: Heavy rain ushered in the first day of the meeting. In the early part of the day the stewards thought of postponing, but as the day showed some sign of improving they very rightly decided upon carrying out the day's programme. The attendance was very limited, and though the racing was very fair, the heavy rain and the long delays between the various events marred what would have been a very good day's sport. The course, which was a very good one, was rather heavy.	[563, 278, 733, 411]
paragraph: Old Ladies' race, 50 yards; 1st prize, a box of tea.	[18, 1534, 187, 1556]
result-line: Aynsley and Crocker ... ... 2	[32, 1523, 136, 1534]
